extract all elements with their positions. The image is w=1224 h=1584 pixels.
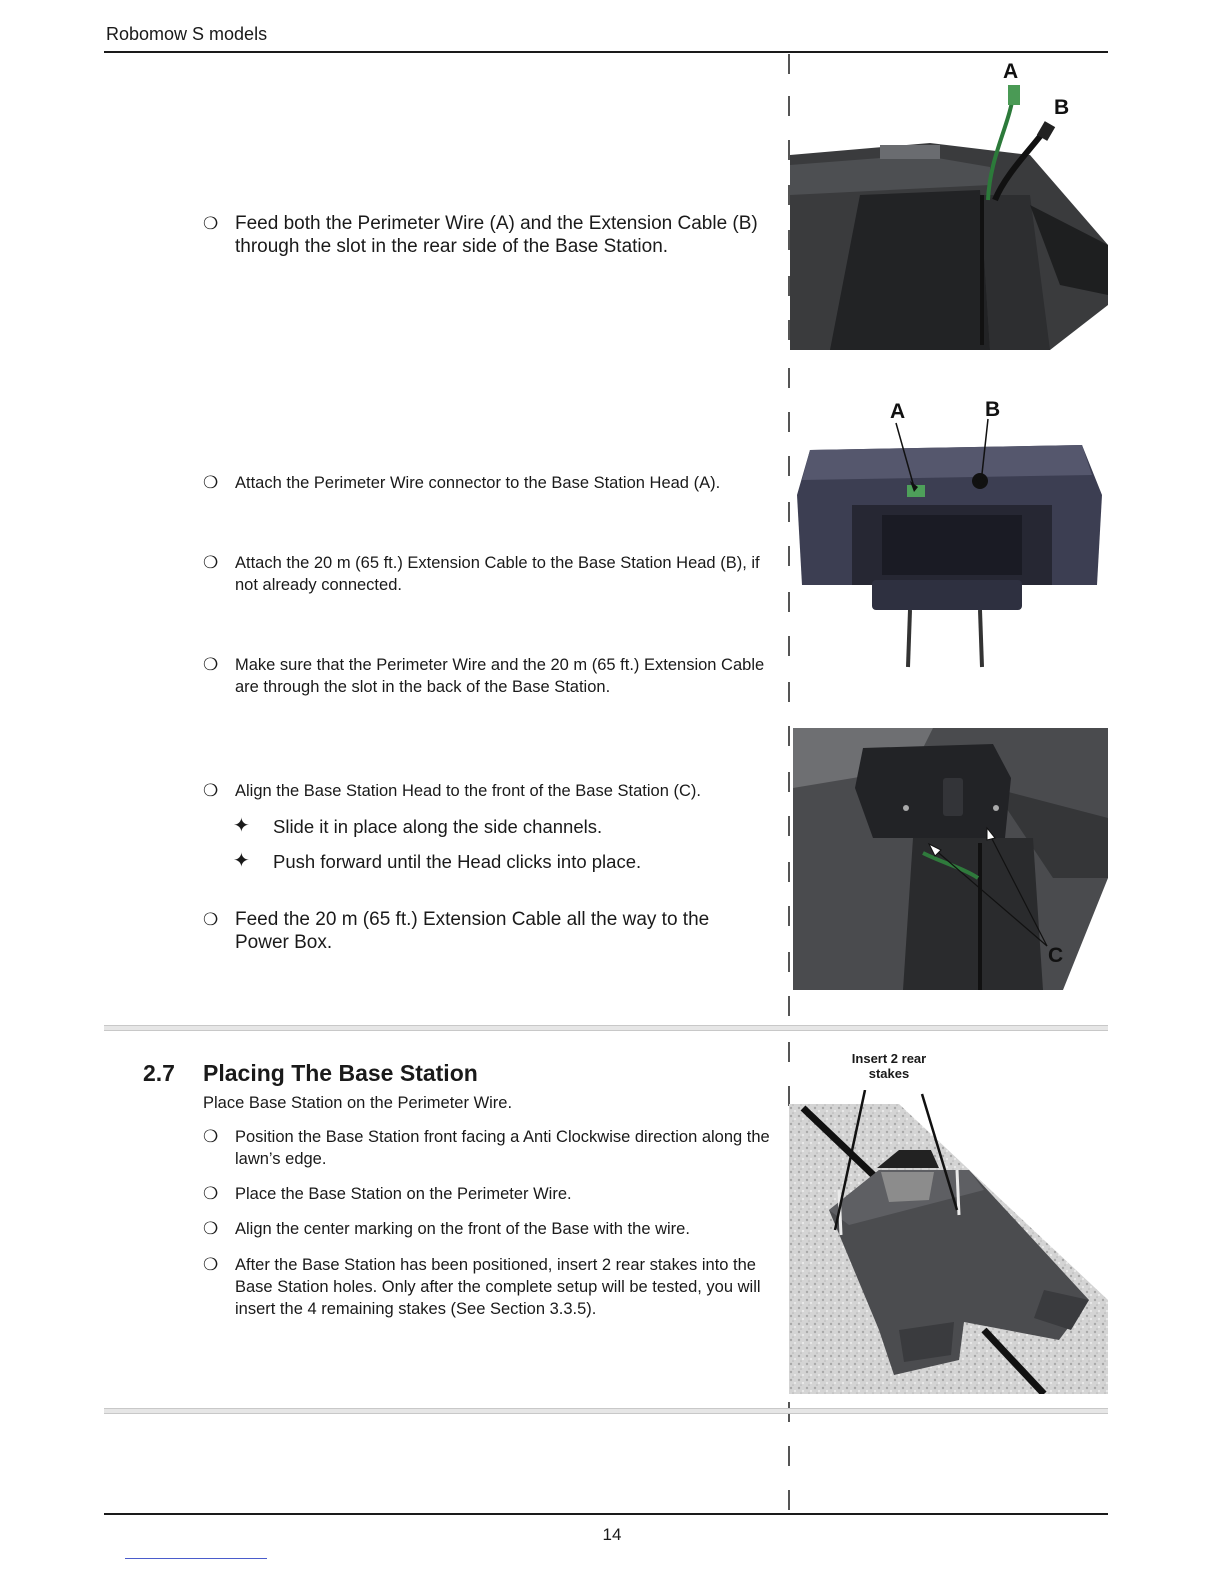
footer-link-underline [125, 1558, 267, 1559]
column-divider [788, 636, 790, 656]
header-rule [104, 51, 1108, 53]
instruction-item: ❍ Make sure that the Perimeter Wire and the 20 m (65 ft.) Extension Cable are through the slot in the back of the Base Station. [203, 655, 765, 696]
bullet-circle-icon: ❍ [203, 781, 219, 800]
section-title: Placing The Base Station [203, 1060, 478, 1086]
column-divider [788, 368, 790, 388]
callout-label-a: A [890, 400, 906, 423]
figure-caption: Insert 2 rear stakes [851, 1051, 927, 1081]
column-divider [788, 1042, 790, 1062]
callout-label-a: A [1003, 60, 1019, 83]
footer-rule [104, 1513, 1108, 1515]
instruction-item: ❍ Feed the 20 m (65 ft.) Extension Cable all the way to the Power Box. [203, 909, 710, 953]
instruction-item: ❍ Attach the 20 m (65 ft.) Extension Cable to the Base Station Head (B), if not already connected. [203, 553, 760, 594]
instruction-item: ❍ Place the Base Station on the Perimeter Wire. [203, 1184, 572, 1203]
column-divider [788, 502, 790, 522]
column-divider [788, 456, 790, 476]
column-divider [788, 952, 790, 972]
bullet-circle-icon: ❍ [203, 1219, 219, 1238]
column-divider [788, 772, 790, 792]
column-divider [788, 412, 790, 432]
bullet-circle-icon: ❍ [203, 1127, 219, 1146]
callout-label-c: C [1048, 944, 1064, 967]
instruction-item: ❍ Align the Base Station Head to the front of the Base Station (C). [203, 781, 701, 800]
bullet-circle-icon: ❍ [203, 1255, 219, 1274]
section-intro: Place Base Station on the Perimeter Wire. [203, 1094, 513, 1112]
column-divider [788, 862, 790, 882]
column-divider [788, 816, 790, 836]
figure-placing-base-station [789, 1090, 1108, 1394]
bullet-circle-icon: ❍ [203, 553, 219, 572]
column-divider [788, 1446, 790, 1466]
instruction-item: ❍ Align the center marking on the front of the Base with the wire. [203, 1219, 690, 1238]
column-divider [788, 996, 790, 1016]
section-divider [104, 1025, 1108, 1031]
bullet-circle-icon: ❍ [203, 655, 219, 674]
page-header-title: Robomow S models [106, 24, 268, 44]
star-bullet-icon: ✦ [233, 850, 250, 872]
star-bullet-icon: ✦ [233, 815, 250, 837]
column-divider [788, 906, 790, 926]
column-divider [788, 726, 790, 746]
bullet-circle-icon: ❍ [203, 214, 219, 233]
instruction-item: ❍ Feed both the Perimeter Wire (A) and the Extension Cable (B) through the slot in the rear side of the Base Station. [203, 213, 758, 257]
callout-label-b: B [1054, 96, 1070, 119]
column-divider [788, 592, 790, 612]
bullet-circle-icon: ❍ [203, 473, 219, 492]
callout-label-b: B [985, 398, 1001, 421]
instruction-item: ❍ After the Base Station has been positioned, insert 2 rear stakes into the Base Station holes. Only after the complete setup will be tested, you will insert the 4 remaining stakes (See Section 3.3.5). [203, 1255, 761, 1318]
bullet-circle-icon: ❍ [203, 910, 219, 929]
instruction-item: ❍ Attach the Perimeter Wire connector to the Base Station Head (A). [203, 473, 721, 492]
figure-base-station-head [792, 395, 1108, 677]
section-number: 2.7 [143, 1060, 175, 1086]
instruction-item: ❍ Position the Base Station front facing a Anti Clockwise direction along the lawn’s edge. [203, 1127, 770, 1168]
bullet-circle-icon: ❍ [203, 1184, 219, 1203]
column-divider [788, 546, 790, 566]
page-number: 14 [602, 1525, 622, 1544]
section-divider [104, 1408, 1108, 1414]
column-divider [788, 682, 790, 702]
column-divider [788, 1490, 790, 1510]
